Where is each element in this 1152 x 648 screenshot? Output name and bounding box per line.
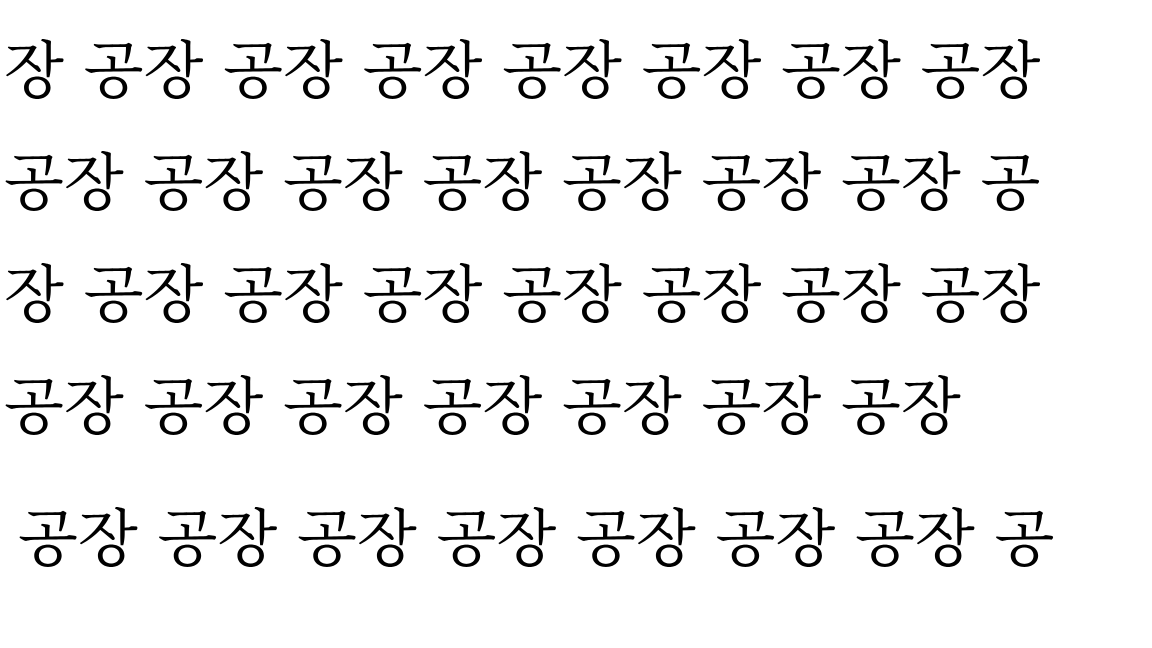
- text-line-3: 장 공장 공장 공장 공장 공장 공장 공장: [4, 258, 1041, 331]
- text-line-4: 공장 공장 공장 공장 공장 공장 공장: [4, 370, 961, 443]
- text-line-1: 장 공장 공장 공장 공장 공장 공장 공장: [4, 34, 1041, 107]
- text-line-2: 공장 공장 공장 공장 공장 공장 공장 공: [4, 146, 1041, 219]
- text-line-5: 공장 공장 공장 공장 공장 공장 공장 공: [18, 502, 1055, 575]
